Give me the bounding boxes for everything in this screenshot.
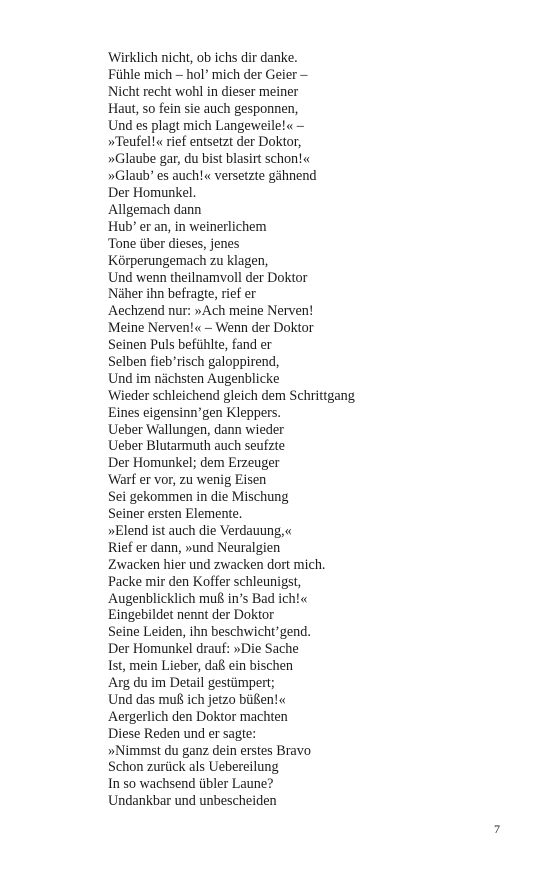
- poem-line: Und es plagt mich Langeweile!« –: [108, 117, 304, 134]
- poem-line: Und wenn theilnamvoll der Doktor: [108, 269, 308, 286]
- poem-line: Zwacken hier und zwacken dort mich.: [108, 556, 326, 573]
- poem-line: Eingebildet nennt der Doktor: [108, 607, 274, 624]
- poem-line: Wirklich nicht, ob ichs dir danke.: [108, 50, 298, 66]
- poem-line: Meine Nerven!« – Wenn der Doktor: [108, 320, 314, 337]
- poem-line: Fühle mich – hol’ mich der Geier –: [108, 66, 308, 83]
- poem-line: Der Homunkel.: [108, 185, 197, 202]
- poem-line: »Elend ist auch die Verdauung,«: [108, 522, 292, 539]
- poem-line: Eines eigensinn’gen Kleppers.: [108, 404, 281, 421]
- poem-line: Diese Reden und er sagte:: [108, 725, 257, 742]
- poem-line: Der Homunkel drauf: »Die Sache: [108, 641, 299, 658]
- poem-line: Seiner ersten Elemente.: [108, 506, 243, 523]
- poem-line: Seinen Puls befühlte, fand er: [108, 337, 272, 354]
- poem-line: Näher ihn befragte, rief er: [108, 286, 256, 303]
- poem-line: Aergerlich den Doktor machten: [108, 708, 288, 725]
- poem-line: Körperungemach zu klagen,: [108, 252, 269, 269]
- poem-line: Haut, so fein sie auch gesponnen,: [108, 100, 299, 117]
- poem-line: Der Homunkel; dem Erzeuger: [108, 455, 280, 472]
- poem-line: Ueber Blutarmuth auch seufzte: [108, 438, 285, 455]
- poem-line: Packe mir den Koffer schleunigst,: [108, 573, 302, 590]
- poem-text: [108, 50, 508, 810]
- poem-line: Nicht recht wohl in dieser meiner: [108, 83, 299, 100]
- poem-line: Ist, mein Lieber, daß ein bischen: [108, 658, 293, 675]
- poem-line: Selben fieb’risch galoppirend,: [108, 354, 280, 371]
- poem-line: Sei gekommen in die Mischung: [108, 489, 289, 506]
- poem-line: Augenblicklich muß in’s Bad ich!«: [108, 590, 308, 607]
- poem-line: »Glaub’ es auch!« versetzte gähnend: [108, 168, 317, 185]
- poem-line: Seine Leiden, ihn beschwicht’gend.: [108, 624, 311, 641]
- poem-line: Undankbar und unbescheiden: [108, 793, 277, 810]
- poem-line: Hub’ er an, in weinerlichem: [108, 218, 267, 235]
- poem-line: Wieder schleichend gleich dem Schrittgang: [108, 387, 355, 404]
- poem-line: Tone über dieses, jenes: [108, 235, 240, 252]
- poem-line: In so wachsend übler Laune?: [108, 776, 274, 793]
- poem-line: Warf er vor, zu wenig Eisen: [108, 472, 267, 489]
- poem-line: »Glaube gar, du bist blasirt schon!«: [108, 151, 310, 168]
- poem-line: Schon zurück als Uebereilung: [108, 759, 279, 776]
- poem-line: Allgemach dann: [108, 202, 202, 219]
- poem-line: »Nimmst du ganz dein erstes Bravo: [108, 742, 311, 759]
- page-number: 7: [494, 822, 500, 836]
- poem-line: Und im nächsten Augenblicke: [108, 370, 280, 387]
- poem-line: Aechzend nur: »Ach meine Nerven!: [108, 303, 314, 320]
- poem-line: Ueber Wallungen, dann wieder: [108, 421, 284, 438]
- poem-line: Und das muß ich jetzo büßen!«: [108, 691, 286, 708]
- poem-line: »Teufel!« rief entsetzt der Doktor,: [108, 134, 302, 151]
- poem-line: Arg du im Detail gestümpert;: [108, 674, 275, 691]
- poem-line: Rief er dann, »und Neuralgien: [108, 539, 281, 556]
